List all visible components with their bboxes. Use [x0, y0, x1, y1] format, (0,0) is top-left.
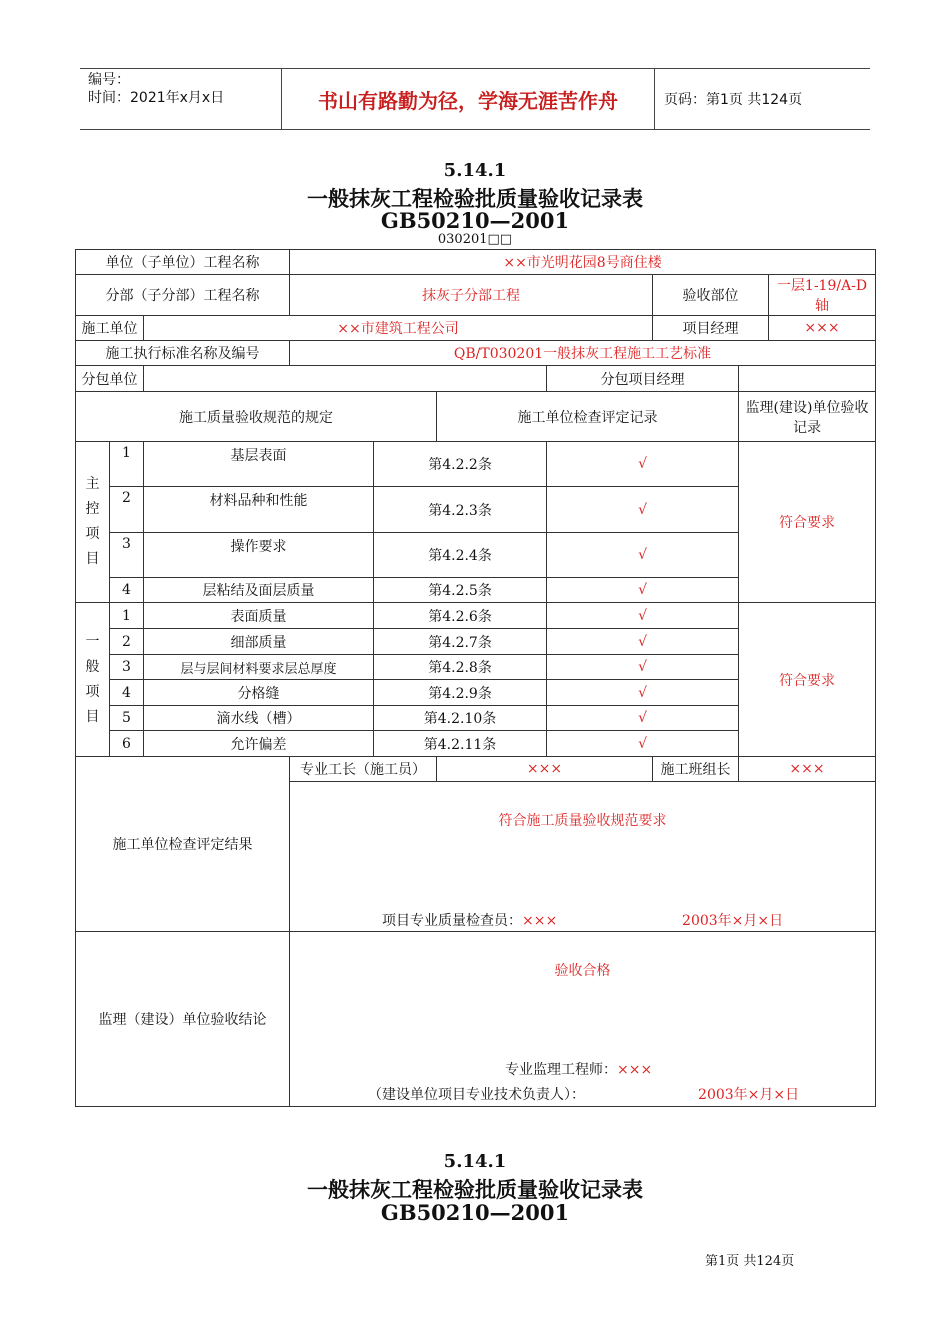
item-clause: 第4.2.4条 — [374, 533, 547, 578]
owner-label: （建设单位项目专业技术负责人）： — [368, 1087, 586, 1103]
item-clause: 第4.2.6条 — [374, 603, 547, 629]
pm-label: 项目经理 — [653, 316, 769, 341]
item-number: 3 — [110, 655, 144, 680]
item-clause: 第4.2.2条 — [374, 442, 547, 487]
item-number: 1 — [110, 442, 144, 487]
table-row — [76, 603, 876, 629]
item-name: 滴水线（槽） — [144, 706, 374, 731]
item-number: 2 — [110, 487, 144, 533]
item-clause: 第4.2.5条 — [374, 578, 547, 603]
doc-standard: GB50210—2001 — [380, 208, 570, 233]
doc-title-repeat: 一般抹灰工程检验批质量验收记录表 — [307, 1177, 643, 1202]
row-foreman — [76, 757, 876, 782]
row-standard — [76, 341, 876, 366]
item-clause: 第4.2.8条 — [374, 655, 547, 680]
item-number: 5 — [110, 706, 144, 731]
check-mark: √ — [547, 578, 739, 603]
number-label: 编号： — [88, 72, 130, 88]
col-header-supervisor: 监理(建设)单位验收记录 — [739, 392, 876, 442]
check-mark: √ — [547, 603, 739, 629]
general-items-group-label: 一 般 项 目 — [76, 603, 110, 757]
row-contractor — [76, 316, 876, 341]
col-header-record: 施工单位检查评定记录 — [437, 392, 739, 442]
item-clause: 第4.2.9条 — [374, 680, 547, 706]
main-items-result: 符合要求 — [739, 442, 876, 603]
inspector-value: ××× — [522, 913, 558, 929]
item-name: 分格缝 — [144, 680, 374, 706]
row-supervisor-result — [76, 932, 876, 1107]
standard-label: 施工执行标准名称及编号 — [76, 341, 290, 366]
item-name: 操作要求 — [144, 533, 374, 578]
doc-standard-repeat: GB50210—2001 — [380, 1200, 570, 1225]
contractor-value: ××市建筑工程公司 — [144, 316, 653, 341]
standard-value: QB/T030201一般抹灰工程施工工艺标准 — [290, 341, 876, 366]
item-number: 6 — [110, 731, 144, 757]
item-name: 细部质量 — [144, 629, 374, 655]
sub-project-label: 分部（子分部）工程名称 — [76, 275, 290, 316]
row-sub-project — [76, 275, 876, 316]
contractor-date: 2003年×月×日 — [682, 913, 784, 929]
item-clause: 第4.2.3条 — [374, 487, 547, 533]
inspector-line — [382, 910, 557, 930]
subcontractor-pm-value — [739, 366, 876, 392]
foreman-label: 专业工长（施工员） — [290, 757, 437, 782]
check-mark: √ — [547, 487, 739, 533]
pm-value: ××× — [769, 316, 876, 341]
engineer-value: ××× — [617, 1062, 653, 1078]
time-label: 时间：2021年x月x日 — [88, 90, 225, 106]
check-mark: √ — [547, 442, 739, 487]
supervisor-conclusion: 验收合格 — [554, 963, 611, 979]
doc-title: 一般抹灰工程检验批质量验收记录表 — [307, 186, 643, 211]
table-row — [76, 442, 876, 487]
row-column-headers — [76, 392, 876, 442]
supervisor-result-cell — [290, 932, 876, 1107]
header-page: 页码：第1页 共124页 — [664, 92, 803, 108]
contractor-result-label: 施工单位检查评定结果 — [76, 757, 290, 932]
item-name: 允许偏差 — [144, 731, 374, 757]
item-name: 基层表面 — [144, 442, 374, 487]
contractor-label: 施工单位 — [76, 316, 144, 341]
check-mark: √ — [547, 655, 739, 680]
item-name: 表面质量 — [144, 603, 374, 629]
subcontractor-label: 分包单位 — [76, 366, 144, 392]
check-mark: √ — [547, 731, 739, 757]
accept-part-value: 一层1-19/A-D轴 — [769, 275, 876, 316]
page-header — [80, 68, 870, 130]
section-number: 5.14.1 — [443, 160, 507, 181]
contractor-conclusion: 符合施工质量验收规范要求 — [498, 813, 667, 829]
contractor-result-cell — [290, 782, 876, 932]
team-leader-value: ××× — [739, 757, 876, 782]
item-clause: 第4.2.7条 — [374, 629, 547, 655]
inspector-label: 项目专业质量检查员： — [382, 913, 523, 929]
col-header-spec: 施工质量验收规范的规定 — [76, 392, 437, 442]
accept-part-label: 验收部位 — [653, 275, 769, 316]
item-name: 层与层间材料要求层总厚度 — [144, 655, 374, 680]
check-mark: √ — [547, 706, 739, 731]
row-subcontractor — [76, 366, 876, 392]
general-items-result: 符合要求 — [739, 603, 876, 757]
item-number: 3 — [110, 533, 144, 578]
doc-code: 030201□□ — [437, 232, 513, 247]
check-mark: √ — [547, 629, 739, 655]
team-leader-label: 施工班组长 — [653, 757, 739, 782]
item-clause: 第4.2.10条 — [374, 706, 547, 731]
header-meta — [88, 71, 278, 107]
inspection-form — [75, 249, 876, 1107]
row-unit-project — [76, 250, 876, 275]
supervisor-date: 2003年×月×日 — [698, 1087, 800, 1103]
unit-project-value: ××市光明花园8号商住楼 — [290, 250, 876, 275]
item-name: 材料品种和性能 — [144, 487, 374, 533]
sub-project-value: 抹灰子分部工程 — [290, 275, 653, 316]
item-number: 1 — [110, 603, 144, 629]
check-mark: √ — [547, 680, 739, 706]
check-mark: √ — [547, 533, 739, 578]
supervisor-result-label: 监理（建设）单位验收结论 — [76, 932, 290, 1107]
main-items-group-label: 主 控 项 目 — [76, 442, 110, 603]
item-clause: 第4.2.11条 — [374, 731, 547, 757]
unit-project-label: 单位（子单位）工程名称 — [76, 250, 290, 275]
engineer-label: 专业监理工程师： — [505, 1062, 618, 1078]
engineer-line — [505, 1059, 652, 1079]
item-name: 层粘结及面层质量 — [144, 578, 374, 603]
page-footer: 第1页 共124页 — [705, 1254, 795, 1269]
item-number: 2 — [110, 629, 144, 655]
header-motto: 书山有路勤为径，学海无涯苦作舟 — [281, 69, 655, 129]
subcontractor-pm-label: 分包项目经理 — [547, 366, 739, 392]
subcontractor-value — [144, 366, 547, 392]
item-number: 4 — [110, 680, 144, 706]
section-number-repeat: 5.14.1 — [443, 1151, 507, 1172]
foreman-value: ××× — [437, 757, 653, 782]
item-number: 4 — [110, 578, 144, 603]
